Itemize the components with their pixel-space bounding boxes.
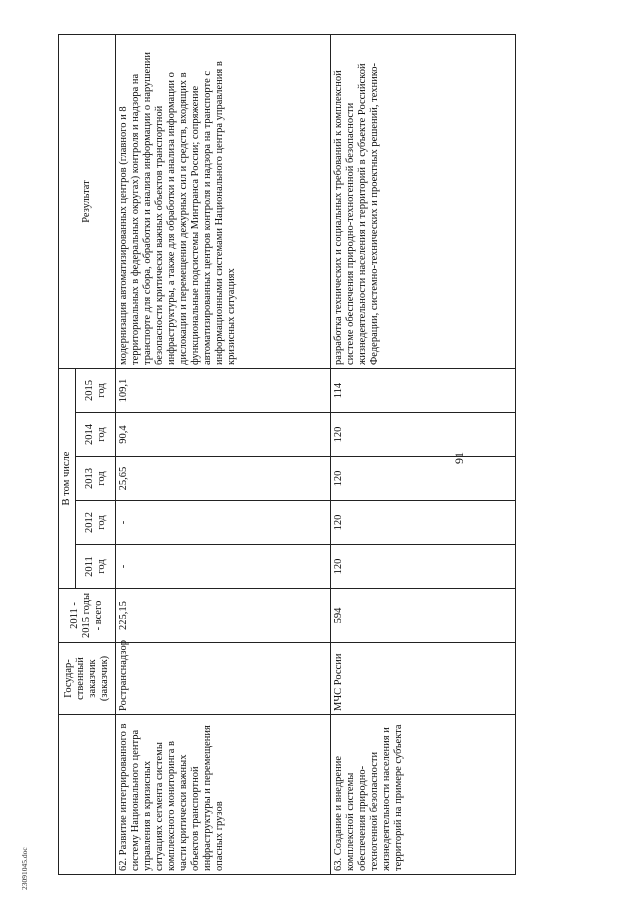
row-name-cell bbox=[331, 715, 516, 875]
header-year-2012: 2012 год bbox=[76, 501, 116, 545]
document-code: 23091045.doc bbox=[20, 847, 29, 890]
row-2015: 109,1 bbox=[116, 369, 331, 413]
row-number: 63. bbox=[333, 857, 344, 871]
header-year-2011: 2011 год bbox=[76, 545, 116, 589]
row-number: 62. bbox=[118, 857, 129, 871]
header-total: 2011 - 2015 годы - всего bbox=[59, 589, 116, 643]
row-customer: Ространснадзор bbox=[116, 643, 331, 715]
header-customer: Государ-ственный заказчик (заказчик) bbox=[59, 643, 116, 715]
header-year-2014: 2014 год bbox=[76, 413, 116, 457]
header-year-2015: 2015 год bbox=[76, 369, 116, 413]
row-2011: 120 bbox=[331, 545, 516, 589]
program-table bbox=[58, 34, 516, 875]
row-2014: 120 bbox=[331, 413, 516, 457]
header-year-2013: 2013 год bbox=[76, 457, 116, 501]
row-2012: 120 bbox=[331, 501, 516, 545]
row-total: 225,15 bbox=[116, 589, 331, 643]
rotated-table-page bbox=[58, 35, 578, 875]
table-row bbox=[116, 35, 331, 875]
header-incl: В том числе bbox=[59, 369, 76, 589]
row-result: разработка технических и социальных требований к комплексной системе обеспечения природно-техногенной безопасности жизнедеятельности населения и территорий в субъекте Российской Федерации, системно-технических и проектных решений, технико- bbox=[331, 35, 516, 369]
row-2013: 120 bbox=[331, 457, 516, 501]
row-2013: 25,65 bbox=[116, 457, 331, 501]
row-2012: - bbox=[116, 501, 331, 545]
header-name bbox=[59, 715, 116, 875]
row-2015: 114 bbox=[331, 369, 516, 413]
table-row bbox=[331, 35, 516, 875]
header-row-1 bbox=[59, 35, 76, 875]
row-name-cell bbox=[116, 715, 331, 875]
row-2014: 90,4 bbox=[116, 413, 331, 457]
row-name: Развитие интегрированного в систему Национального центра управления в кризисных ситуациях сегмента системы комплексного мониторинга в части критически важных объектов транспортной инфраструктуры и перемещения опасных грузов bbox=[118, 723, 225, 871]
row-customer: МЧС России bbox=[331, 643, 516, 715]
row-total: 594 bbox=[331, 589, 516, 643]
row-2011: - bbox=[116, 545, 331, 589]
page-number: 91 bbox=[452, 452, 466, 464]
row-name: Создание и внедрение комплексной системы обеспечения природно-техногенной безопасности жизнедеятельности населения и территорий на примере субъекта bbox=[333, 724, 404, 871]
row-result: модернизация автоматизированных центров (главного и 8 территориальных в федеральных округах) контроля и надзора на транспорте для сбора, обработки и анализа информации о нарушении безопасности критически важных объектов транспортной инфраструктуры, а также для обработки и анализа информации о дислокации и перемещении дежурных сил и средств, входящих в функциональные подсистемы Минтранса России; сопряжение автоматизированных центров контроля и надзора на транспорте с информационными системами Национального центра управления в кризисных ситуациях bbox=[116, 35, 331, 369]
header-result: Результат bbox=[59, 35, 116, 369]
